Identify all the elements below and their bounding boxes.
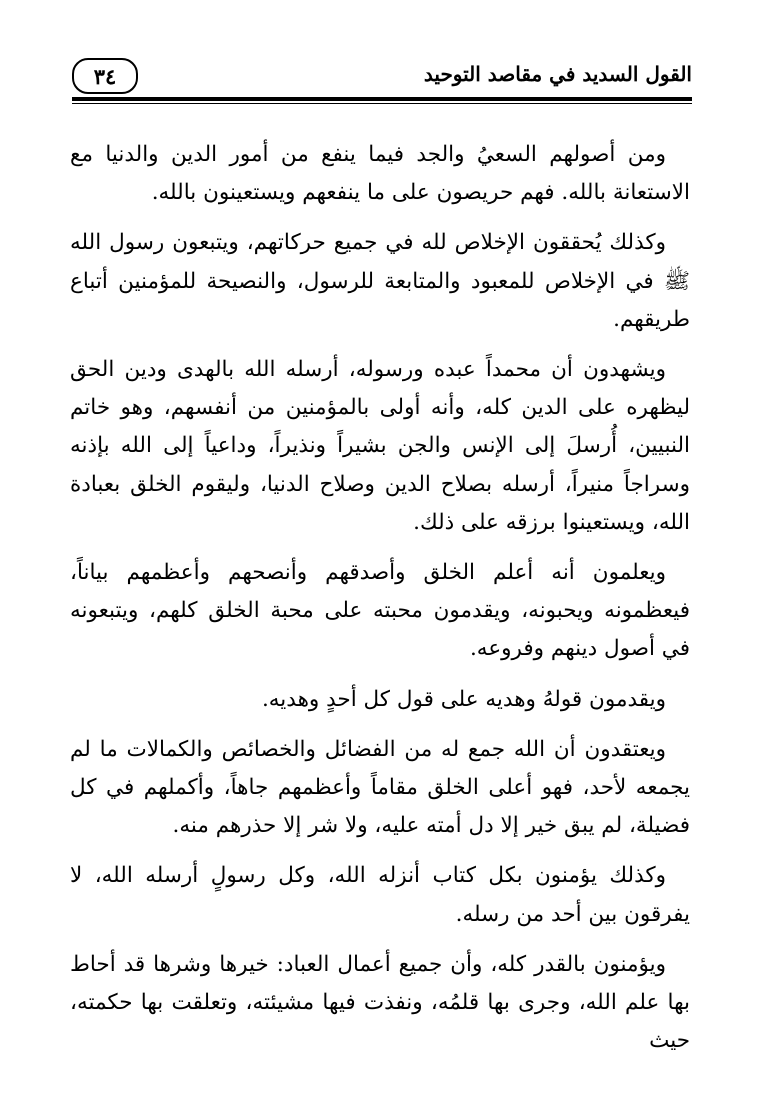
header-title: القول السديد في مقاصد التوحيد bbox=[423, 62, 692, 86]
paragraph: وكذلك يُحققون الإخلاص لله في جميع حركاتهم، ويتبعون رسول الله ﷺ في الإخلاص للمعبود والمتابعة للرسول، والنصيحة للمؤمنين أتباع طريقهم. bbox=[70, 230, 690, 332]
paragraph: ويقدمون قولهُ وهديه على قول كل أحدٍ وهديه. bbox=[261, 686, 666, 712]
body-text bbox=[70, 136, 690, 1072]
paragraph: ويؤمنون بالقدر كله، وأن جميع أعمال العباد: خيرها وشرها قد أحاط بها علم الله، وجرى بها قلمُه، ونفذت فيها مشيئته، وتعلقت بها حكمته، حيث bbox=[70, 951, 690, 1054]
paragraph: ويعلمون أنه أعلم الخلق وأصدقهم وأنصحهم وأعظمهم بياناً، فيعظمونه ويحبونه، ويقدمون محبته على محبة الخلق كلهم، ويتبعونه في أصول دينهم وفروعه. bbox=[70, 560, 690, 662]
header-rule-thick bbox=[72, 97, 692, 101]
page-number: ٣٤ bbox=[72, 58, 138, 94]
header-rule-thin bbox=[72, 103, 692, 104]
paragraph: وكذلك يؤمنون بكل كتاب أنزله الله، وكل رسولٍ أرسله الله، لا يفرقون بين أحد من رسله. bbox=[70, 863, 690, 927]
paragraph: ويعتقدون أن الله جمع له من الفضائل والخصائص والكمالات ما لم يجمعه لأحد، فهو أعلى الخلق مقاماً وأعظمهم جاهاً، وأكملهم في كل فضيلة، لم يبق خير إلا دل أمته عليه، ولا شر إلا حذرهم منه. bbox=[70, 736, 690, 839]
paragraph: ويشهدون أن محمداً عبده ورسوله، أرسله الله بالهدى ودين الحق ليظهره على الدين كله، وأنه أولى بالمؤمنين من أنفسهم، وهو خاتم النبيين، أُرسلَ إلى الإنس والجن بشيراً ونذيراً، وداعياً إلى الله بإذنه وسراجاً منيراً، أرسله بصلاح الدين وصلاح الدنيا، وليقوم الخلق بعبادة الله، ويستعينوا برزقه على ذلك. bbox=[70, 357, 690, 535]
paragraph: ومن أصولهم السعيُ والجد فيما ينفع من أمور الدين والدنيا مع الاستعانة بالله. فهم حريصون على ما ينفعهم ويستعينون بالله. bbox=[70, 142, 690, 206]
page-header bbox=[72, 58, 692, 98]
